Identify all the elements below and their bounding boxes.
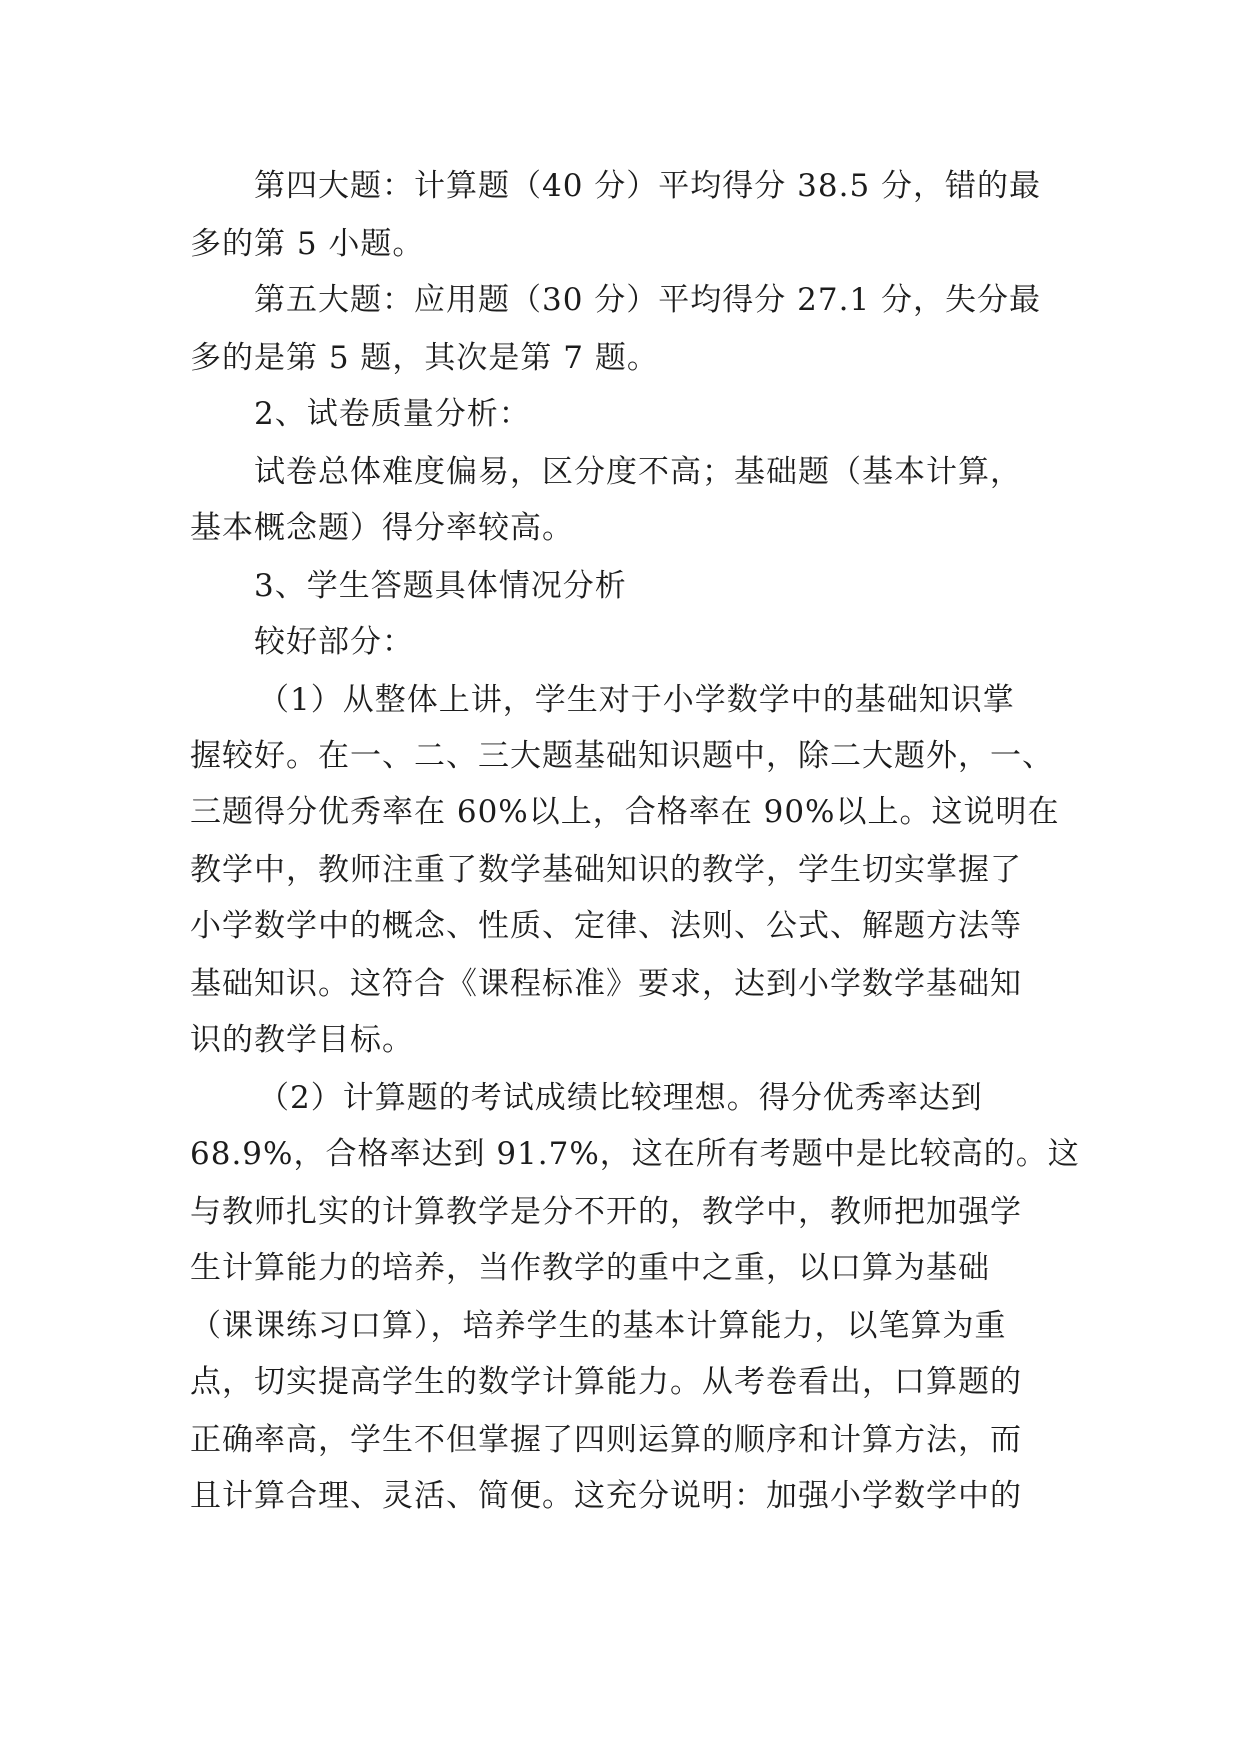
text-line: 试卷总体难度偏易，区分度不高；基础题（基本计算， — [254, 454, 1022, 490]
section-heading: 3、学生答题具体情况分析 — [254, 568, 627, 604]
text-line: 小学数学中的概念、性质、定律、法则、公式、解题方法等 — [190, 908, 1022, 944]
text-line: 识的教学目标。 — [190, 1022, 414, 1058]
text-line: 握较好。在一、二、三大题基础知识题中，除二大题外，一、 — [190, 738, 1054, 774]
text-line: （2）计算题的考试成绩比较理想。得分优秀率达到 — [258, 1080, 983, 1116]
text-line: （1）从整体上讲，学生对于小学数学中的基础知识掌 — [258, 682, 1015, 718]
text-line: 多的第 5 小题。 — [190, 226, 425, 262]
text-line: 68.9%，合格率达到 91.7%，这在所有考题中是比较高的。这 — [190, 1136, 1080, 1172]
text-line: 与教师扎实的计算教学是分不开的，教学中，教师把加强学 — [190, 1194, 1022, 1230]
text-line: 正确率高，学生不但掌握了四则运算的顺序和计算方法，而 — [190, 1422, 1022, 1458]
section-heading: 2、试卷质量分析： — [254, 396, 531, 432]
text-line: 三题得分优秀率在 60%以上，合格率在 90%以上。这说明在 — [190, 794, 1060, 830]
text-line: 基础知识。这符合《课程标准》要求，达到小学数学基础知 — [190, 966, 1022, 1002]
text-line: （课课练习口算），培养学生的基本计算能力，以笔算为重 — [190, 1308, 1007, 1344]
subsection-heading: 较好部分： — [254, 624, 414, 660]
text-line: 基本概念题）得分率较高。 — [190, 510, 574, 546]
text-line: 生计算能力的培养，当作教学的重中之重，以口算为基础 — [190, 1250, 990, 1286]
text-line: 第四大题：计算题（40 分）平均得分 38.5 分，错的最 — [254, 168, 1042, 204]
text-line: 且计算合理、灵活、简便。这充分说明：加强小学数学中的 — [190, 1478, 1022, 1514]
text-line: 教学中，教师注重了数学基础知识的教学，学生切实掌握了 — [190, 852, 1022, 888]
text-line: 点，切实提高学生的数学计算能力。从考卷看出，口算题的 — [190, 1364, 1022, 1400]
text-line: 第五大题：应用题（30 分）平均得分 27.1 分，失分最 — [254, 282, 1042, 318]
text-line: 多的是第 5 题，其次是第 7 题。 — [190, 340, 659, 376]
